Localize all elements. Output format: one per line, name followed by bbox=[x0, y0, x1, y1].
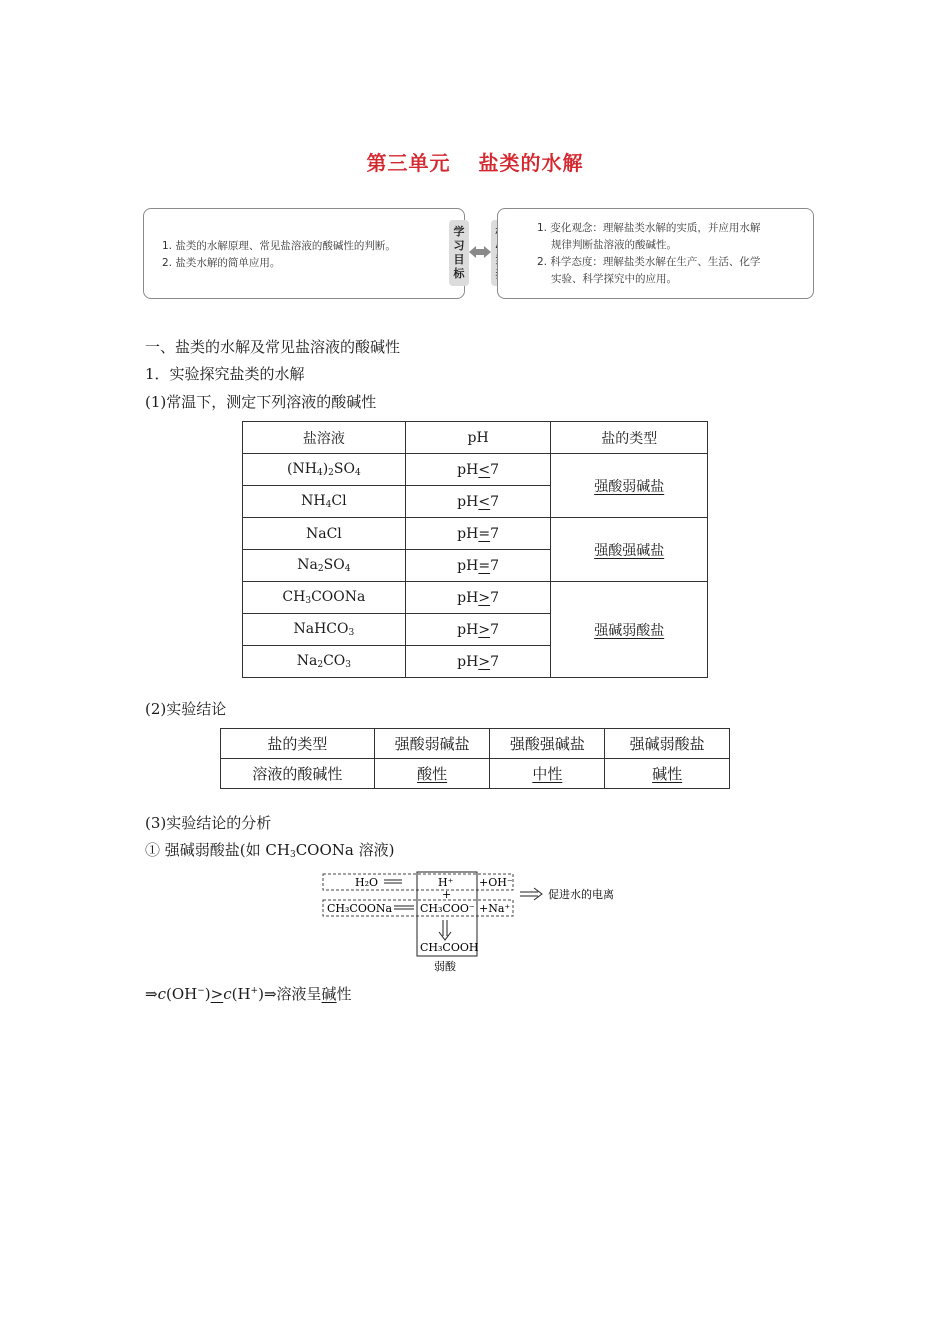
page-title bbox=[0, 147, 950, 176]
acidity-cell: 酸性 bbox=[374, 759, 490, 789]
learning-goals-box bbox=[143, 208, 465, 299]
part-label: (2)实验结论 bbox=[145, 700, 227, 718]
conclusion-table bbox=[220, 728, 730, 789]
section-heading: 一、盐类的水解及常见盐溶液的酸碱性 bbox=[145, 338, 401, 356]
core-literacy-item: 2. 科学态度：理解盐类水解在生产、生活、化学 bbox=[537, 256, 761, 268]
table-row bbox=[243, 582, 708, 614]
hydrolysis-diagram bbox=[322, 868, 632, 978]
salt-type-cell: 强碱弱酸盐 bbox=[551, 582, 708, 678]
unit-number: 第三单元 bbox=[366, 151, 451, 175]
h-plus-label: H⁺ bbox=[438, 876, 454, 889]
ch3cooh-label: CH₃COOH bbox=[420, 941, 479, 954]
learning-goals-tab-label: 学习目标 bbox=[453, 225, 465, 280]
unit-topic: 盐类的水解 bbox=[478, 151, 584, 175]
core-literacy-item-cont: 规律判断盐溶液的酸碱性。 bbox=[551, 239, 677, 251]
table-header-cell: 强酸弱碱盐 bbox=[374, 729, 490, 759]
right-double-arrow-icon bbox=[520, 888, 542, 900]
promote-label: 促进水的电离 bbox=[548, 888, 614, 901]
acidity-cell: 中性 bbox=[490, 759, 605, 789]
double-arrow-icon bbox=[469, 244, 491, 260]
table-header-cell: pH bbox=[405, 422, 551, 454]
table-header-cell: 强碱弱酸盐 bbox=[605, 729, 730, 759]
ph-value: pH<7 bbox=[405, 454, 551, 486]
table-row bbox=[221, 729, 730, 759]
salt-formula: $NH_4Cl$ bbox=[243, 486, 406, 518]
salt-formula: NaHCO$_3$ bbox=[243, 614, 406, 646]
learning-goal-item: 2. 盐类水解的简单应用。 bbox=[162, 257, 281, 269]
ph-value: pH=7 bbox=[405, 550, 551, 582]
part-label: (1)常温下，测定下列溶液的酸碱性 bbox=[145, 393, 377, 411]
case-label: ① 强碱弱酸盐(如 $CH_3COONa$ 溶液) bbox=[145, 841, 395, 860]
core-literacy-item-cont: 实验、科学探究中的应用。 bbox=[551, 273, 677, 285]
core-literacy-item: 1. 变化观念：理解盐类水解的实质，并应用水解 bbox=[537, 222, 761, 234]
table-header-cell: 盐的类型 bbox=[551, 422, 708, 454]
ch3coo-label: CH₃COO⁻ bbox=[420, 902, 475, 915]
salt-formula: $Na_2CO_3$ bbox=[243, 646, 406, 678]
salt-formula: $Na_2SO_4$ bbox=[243, 550, 406, 582]
oh-minus-label: +OH⁻ bbox=[479, 876, 513, 889]
learning-goal-item: 1. 盐类的水解原理、常见盐溶液的酸碱性的判断。 bbox=[162, 240, 396, 252]
salt-formula: $(NH_4)_2SO_4$ bbox=[243, 454, 406, 486]
down-double-arrow-icon bbox=[439, 920, 451, 940]
table-header-cell: 强酸强碱盐 bbox=[490, 729, 605, 759]
salt-type-cell: 强酸强碱盐 bbox=[551, 518, 708, 582]
h2o-label: H₂O bbox=[355, 876, 379, 889]
ph-value: pH>7 bbox=[405, 614, 551, 646]
salt-type-cell: 强酸弱碱盐 bbox=[551, 454, 708, 518]
ph-value: pH>7 bbox=[405, 582, 551, 614]
ph-value: pH<7 bbox=[405, 486, 551, 518]
weak-acid-label: 弱酸 bbox=[434, 960, 456, 973]
equals-arrow-icon bbox=[394, 906, 414, 909]
ph-value: pH=7 bbox=[405, 518, 551, 550]
table-header-cell: 盐的类型 bbox=[221, 729, 375, 759]
core-literacy-list bbox=[537, 220, 807, 288]
table-row bbox=[221, 759, 730, 789]
ch3coona-label: CH₃COONa bbox=[327, 902, 393, 915]
table-row-label: 溶液的酸碱性 bbox=[221, 759, 375, 789]
ph-table bbox=[242, 421, 708, 678]
table-header-row bbox=[243, 422, 708, 454]
learning-goals-list bbox=[162, 238, 447, 272]
conclusion-line: ⇒c(OH−)>c(H+)⇒溶液呈碱性 bbox=[145, 985, 352, 1003]
part-label: (3)实验结论的分析 bbox=[145, 814, 272, 832]
table-row bbox=[243, 518, 708, 550]
salt-formula: NaCl bbox=[243, 518, 406, 550]
table-header-cell: 盐溶液 bbox=[243, 422, 406, 454]
subsection-heading: 1．实验探究盐类的水解 bbox=[145, 365, 305, 383]
learning-goals-tab bbox=[449, 220, 469, 286]
table-row bbox=[243, 454, 708, 486]
na-plus-label: +Na⁺ bbox=[479, 902, 511, 915]
salt-formula: $CH_3COONa$ bbox=[243, 582, 406, 614]
acidity-cell: 碱性 bbox=[605, 759, 730, 789]
core-literacy-box bbox=[497, 208, 814, 299]
ph-value: pH>7 bbox=[405, 646, 551, 678]
plus-sign: + bbox=[442, 888, 452, 901]
reversible-arrow-icon bbox=[384, 880, 402, 883]
